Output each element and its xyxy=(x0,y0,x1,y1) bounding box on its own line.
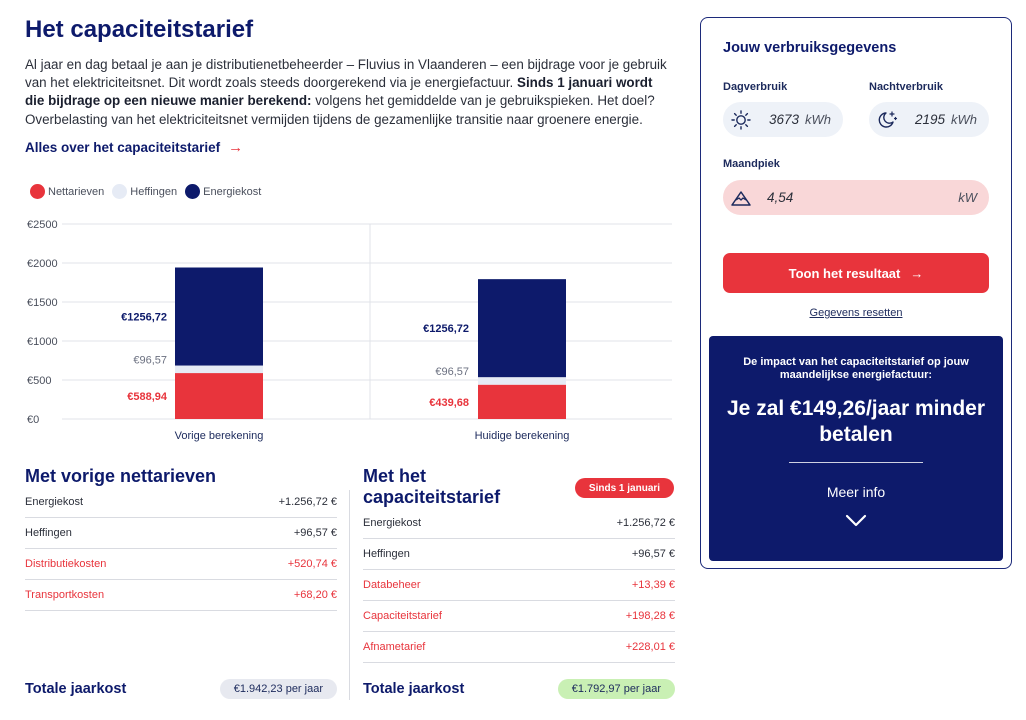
row-label: Heffingen xyxy=(363,548,410,560)
row-label: Energiekost xyxy=(363,517,422,529)
table-row xyxy=(363,601,675,632)
new-table-rows xyxy=(363,508,675,663)
legend-item-energiekost xyxy=(185,184,261,199)
y-tick-label: €2500 xyxy=(27,219,58,231)
arrow-right-icon: → xyxy=(910,265,924,281)
reset-link[interactable]: Gegevens resetten xyxy=(809,307,903,319)
chevron-down-icon[interactable] xyxy=(709,514,1003,528)
since-january-badge: Sinds 1 januari xyxy=(575,478,674,498)
peak-label: Maandpiek xyxy=(723,158,780,170)
cost-bar-chart xyxy=(22,214,674,446)
night-usage-label: Nachtverbruik xyxy=(869,81,943,93)
table-row xyxy=(25,518,337,549)
more-info-link[interactable] xyxy=(25,139,243,156)
old-table-title: Met vorige nettarieven xyxy=(25,466,217,486)
legend-swatch-light xyxy=(112,184,127,199)
table-row xyxy=(363,632,675,663)
legend-item-nettarieven xyxy=(30,184,104,199)
row-value: +520,74 € xyxy=(287,558,337,570)
usage-panel xyxy=(700,17,1012,569)
row-label: Heffingen xyxy=(25,527,72,539)
row-label: Transportkosten xyxy=(25,589,105,601)
old-total-label: Totale jaarkost xyxy=(25,681,127,697)
page-title: Het capaciteitstarief xyxy=(25,16,254,43)
impact-divider xyxy=(789,462,923,463)
table-row xyxy=(25,487,337,518)
impact-subtitle: De impact van het capaciteitstarief op jouw maandelijkse energiefactuur: xyxy=(743,356,969,381)
row-value: +68,20 € xyxy=(293,589,337,601)
bar-segment-heffingen xyxy=(478,377,566,385)
bar-segment-nettarieven xyxy=(175,373,263,419)
legend-swatch-navy xyxy=(185,184,200,199)
bar-segment-energiekost xyxy=(478,279,566,377)
x-category-label: Vorige berekening xyxy=(174,430,264,442)
table-divider xyxy=(349,490,350,700)
new-total-label: Totale jaarkost xyxy=(363,681,465,697)
impact-result: Je zal €149,26/jaar minder betalen xyxy=(727,397,985,446)
y-tick-label: €0 xyxy=(27,414,40,426)
row-label: Energiekost xyxy=(25,496,84,508)
legend-label: Energiekost xyxy=(203,185,262,198)
old-tariffs-table xyxy=(25,466,337,611)
intro-part-1: Al jaar en dag betaal je aan je distributienetbeheerder – Fluvius in Vlaanderen – een bijdrage voor je gebruik van het elektriciteitsnet. Dit wordt zoals steeds doorgerekend via je energiefactuur. xyxy=(25,57,667,91)
table-row xyxy=(363,570,675,601)
legend-item-heffingen xyxy=(112,184,177,199)
row-label: Databeheer xyxy=(363,579,421,591)
peak-field[interactable] xyxy=(723,180,989,215)
bar-segment-energiekost xyxy=(175,268,263,366)
table-row xyxy=(25,580,337,611)
y-tick-label: €1000 xyxy=(27,336,58,348)
bar-value-label: €96,57 xyxy=(435,365,469,378)
y-tick-label: €2000 xyxy=(27,258,58,270)
night-usage-unit: kWh xyxy=(951,112,977,127)
mountain-peak-icon xyxy=(723,189,759,207)
night-usage-field[interactable] xyxy=(869,102,989,137)
intro-part-2: volgens het gemiddelde van je gebruikspieken. Het doel? Overbelasting van het elektriciteitsnet vermijden tijdens de gezamenlijke transitie naar groenere energie. xyxy=(25,93,655,127)
row-value: +228,01 € xyxy=(625,641,675,653)
row-label: Capaciteitstarief xyxy=(363,610,442,622)
new-total-row xyxy=(363,679,675,699)
arrow-right-icon: → xyxy=(228,139,244,156)
row-label: Afnametarief xyxy=(363,641,426,653)
bar-value-label: €439,68 xyxy=(429,396,469,409)
row-label: Distributiekosten xyxy=(25,558,107,570)
row-value: +96,57 € xyxy=(293,527,337,539)
y-tick-label: €500 xyxy=(27,375,52,387)
bar-value-label: €96,57 xyxy=(133,354,167,367)
bar-value-label: €1256,72 xyxy=(423,323,469,336)
legend-label: Heffingen xyxy=(130,185,178,198)
row-value: +96,57 € xyxy=(631,548,675,560)
table-row xyxy=(363,539,675,570)
impact-box xyxy=(709,336,1003,561)
intro-text xyxy=(25,56,675,129)
row-value: +1.256,72 € xyxy=(278,496,337,508)
day-usage-field[interactable] xyxy=(723,102,843,137)
bar-value-label: €1256,72 xyxy=(121,311,167,324)
new-total-pill: €1.792,97 per jaar xyxy=(558,679,675,699)
old-total-row xyxy=(25,679,337,699)
bar-segment-nettarieven xyxy=(478,385,566,419)
night-usage-value: 2195 xyxy=(914,112,945,127)
day-usage-label: Dagverbruik xyxy=(723,81,788,93)
old-table-rows xyxy=(25,487,337,611)
legend-label: Nettarieven xyxy=(48,185,105,198)
chart-legend xyxy=(30,184,265,199)
sun-icon xyxy=(723,110,759,130)
peak-value: 4,54 xyxy=(767,190,794,205)
more-info-link-label: Alles over het capaciteitstarief xyxy=(25,140,221,155)
bar-value-label: €588,94 xyxy=(127,391,167,404)
x-category-label: Huidige berekening xyxy=(474,430,570,442)
table-row xyxy=(25,549,337,580)
show-result-button[interactable] xyxy=(723,253,989,293)
panel-title: Jouw verbruiksgegevens xyxy=(723,40,897,56)
table-row xyxy=(363,508,675,539)
row-value: +1.256,72 € xyxy=(616,517,675,529)
y-tick-label: €1500 xyxy=(27,297,58,309)
old-total-pill: €1.942,23 per jaar xyxy=(220,679,337,699)
day-usage-value: 3673 xyxy=(768,112,799,127)
peak-unit: kW xyxy=(958,190,977,205)
intro-bold: Sinds 1 januari wordt die bijdrage op een nieuwe manier berekend: xyxy=(25,75,653,109)
row-value: +13,39 € xyxy=(631,579,675,591)
new-table-title: Met het capaciteitstarief xyxy=(363,466,501,507)
legend-swatch-red xyxy=(30,184,45,199)
show-result-label: Toon het resultaat xyxy=(788,265,901,281)
row-value: +198,28 € xyxy=(625,610,675,622)
day-usage-unit: kWh xyxy=(805,112,831,127)
bar-segment-heffingen xyxy=(175,366,263,374)
moon-icon xyxy=(869,110,905,130)
more-info-toggle[interactable]: Meer info xyxy=(826,484,886,500)
